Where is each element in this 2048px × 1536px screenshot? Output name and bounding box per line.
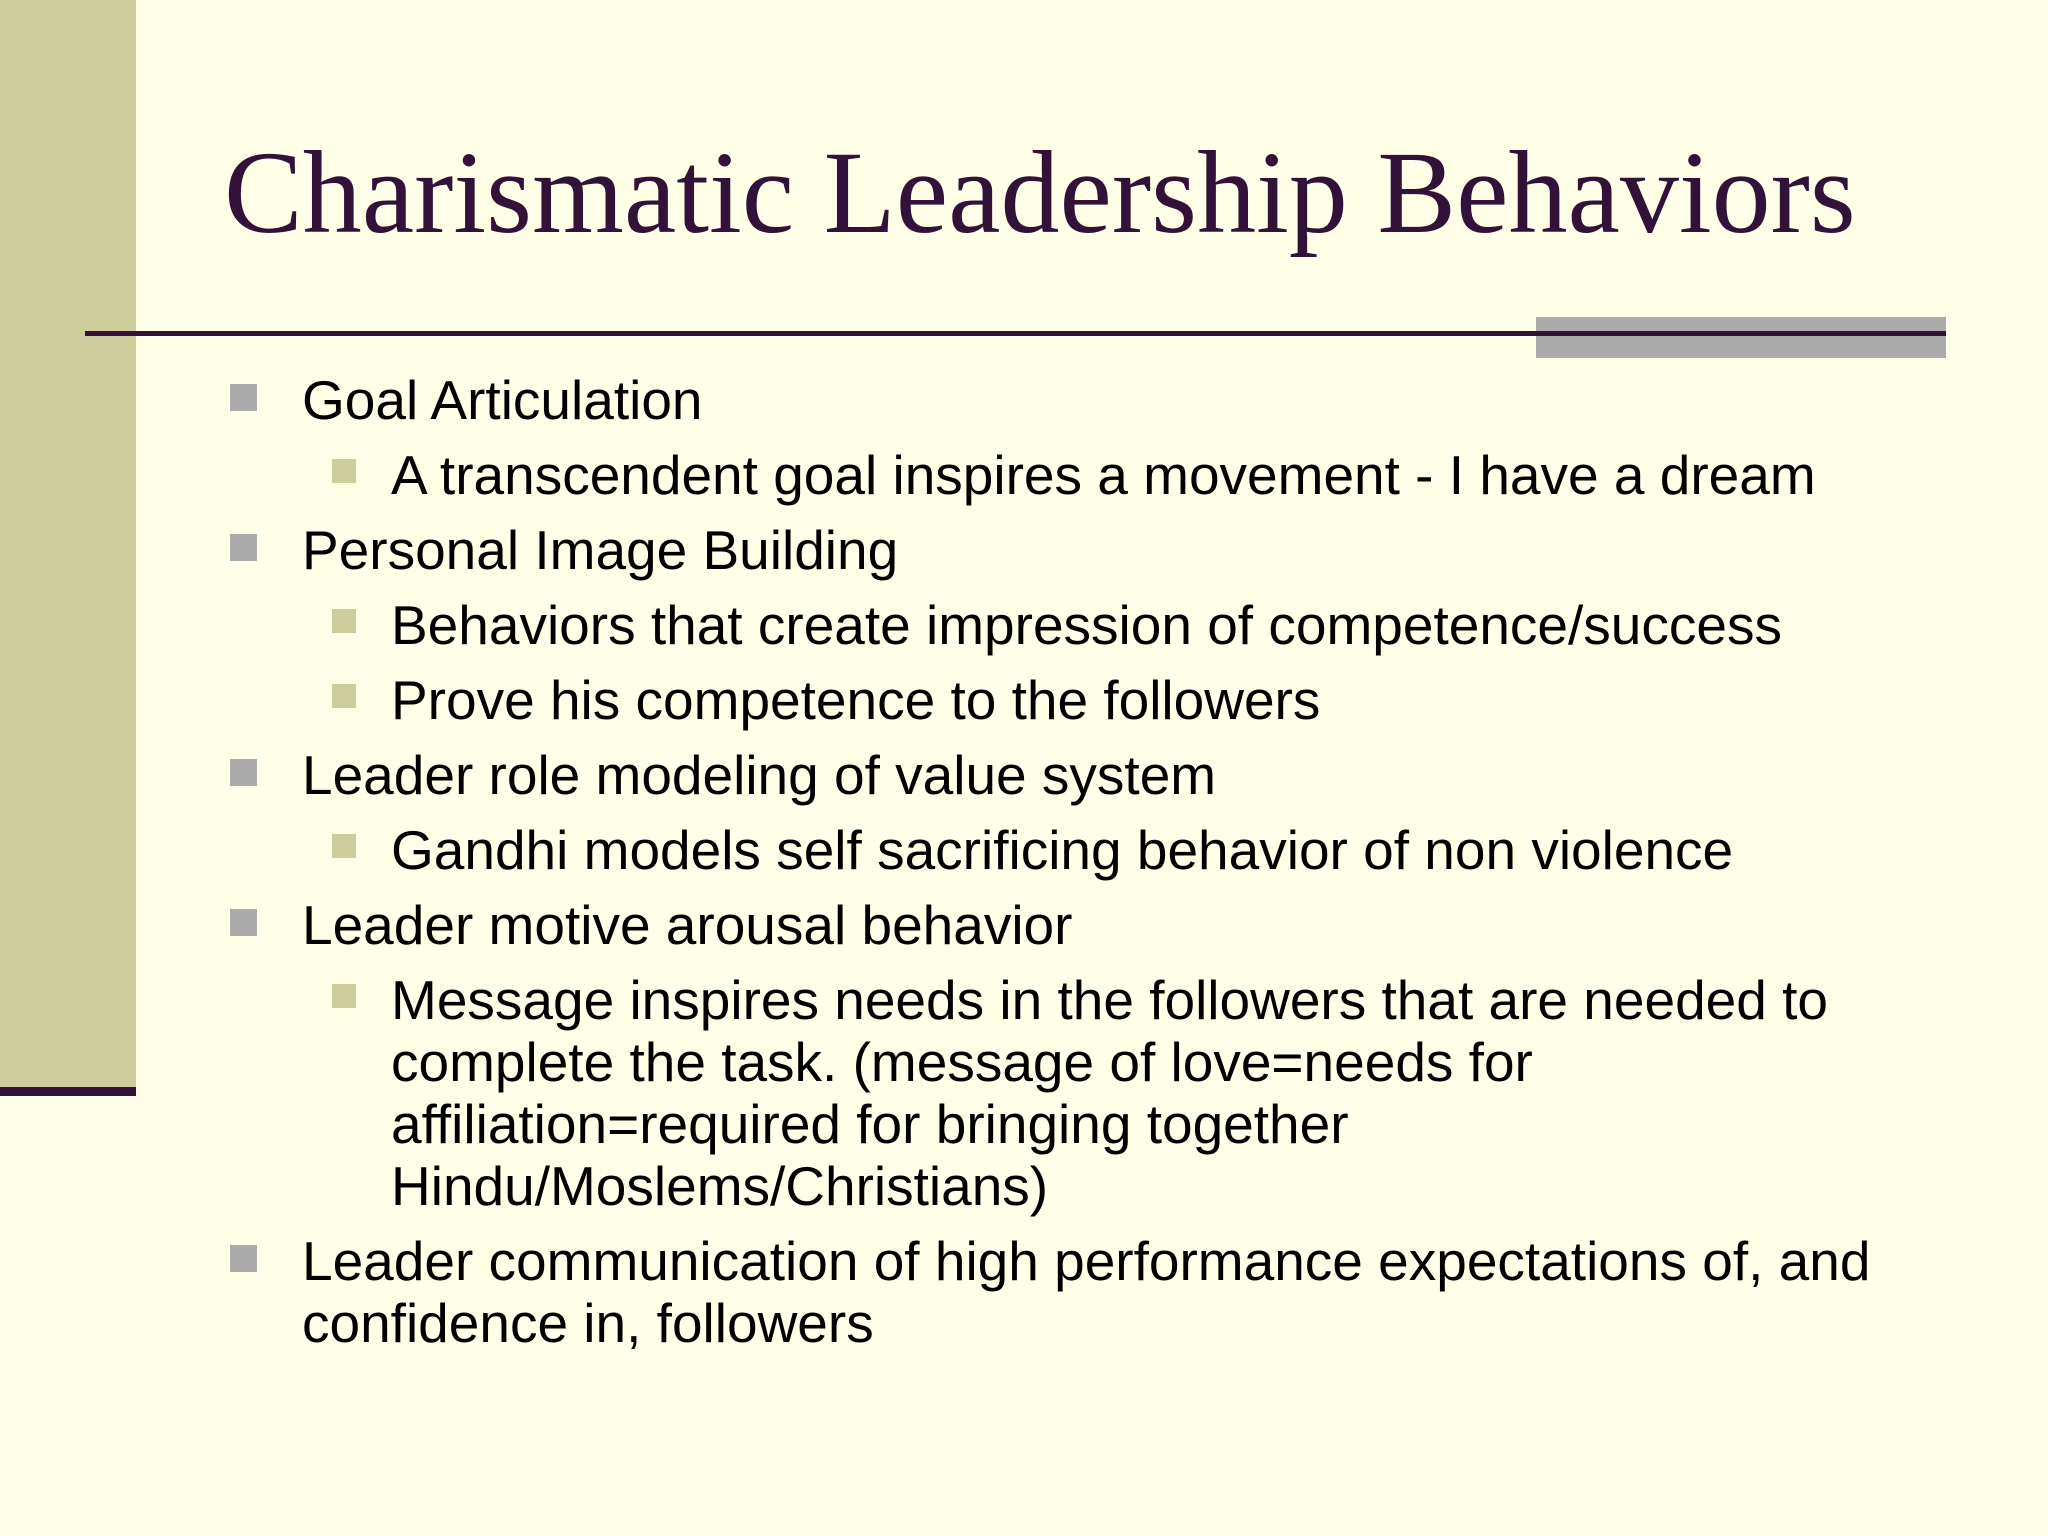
bullet-item: [0, 1221, 2048, 1358]
sub-bullet-item: [0, 435, 2048, 510]
square-bullet-icon: [332, 459, 356, 483]
sub-bullet-text: Gandhi models self sacrificing behavior of non violence: [391, 819, 1734, 881]
bullet-list: [0, 360, 2048, 1358]
sub-bullet-item: [0, 960, 2048, 1221]
sub-bullet-item: [0, 810, 2048, 885]
bullet-text: Personal Image Building: [302, 519, 899, 581]
square-bullet-icon: [230, 1245, 257, 1272]
sub-bullet-text: A transcendent goal inspires a movement - I have a dream: [391, 444, 1816, 506]
sub-bullet-text: Message inspires needs in the followers that are needed to complete the task. (message of love=needs for affiliation=required for bringing together Hindu/Moslems/Christians): [391, 969, 1828, 1217]
bullet-text: Leader communication of high performance expectations of, and confidence in, followers: [302, 1230, 1871, 1354]
slide-title: Charismatic Leadership Behaviors: [224, 127, 1856, 258]
title-rule-accent: [1536, 317, 1946, 358]
bullet-text: Leader motive arousal behavior: [302, 894, 1073, 956]
square-bullet-icon: [230, 909, 257, 936]
bullet-item: [0, 510, 2048, 585]
title-rule-line: [85, 331, 1946, 336]
bullet-item: [0, 360, 2048, 435]
sub-bullet-text: Behaviors that create impression of competence/success: [391, 594, 1782, 656]
square-bullet-icon: [332, 609, 356, 633]
square-bullet-icon: [230, 384, 257, 411]
sub-bullet-text: Prove his competence to the followers: [391, 669, 1321, 731]
square-bullet-icon: [230, 759, 257, 786]
sub-bullet-item: [0, 660, 2048, 735]
square-bullet-icon: [230, 534, 257, 561]
bullet-item: [0, 735, 2048, 810]
sub-bullet-item: [0, 585, 2048, 660]
bullet-text: Goal Articulation: [302, 369, 703, 431]
square-bullet-icon: [332, 984, 356, 1008]
bullet-item: [0, 885, 2048, 960]
square-bullet-icon: [332, 684, 356, 708]
square-bullet-icon: [332, 834, 356, 858]
bullet-text: Leader role modeling of value system: [302, 744, 1217, 806]
